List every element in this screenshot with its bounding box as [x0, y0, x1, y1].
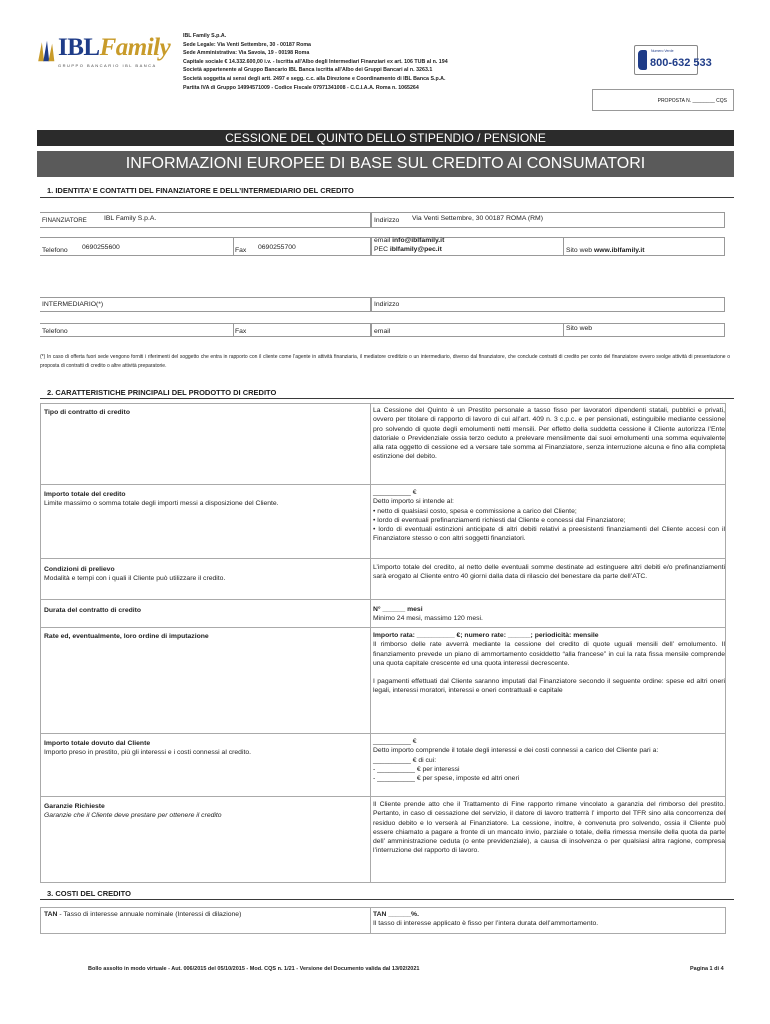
phone-number: 800-632 533: [650, 57, 712, 69]
email2-field: [371, 323, 725, 337]
pec-label: PEC: [374, 246, 388, 253]
divider: [233, 323, 234, 337]
row-text: Detto importo comprende il totale degli interessi e dei costi connessi a carico del Cliente pari a:: [373, 747, 659, 755]
finanziatore-label: FINANZIATORE: [42, 217, 87, 224]
company-line: Sede Legale: Via Venti Settembre, 30 - 00187 Roma: [183, 41, 311, 48]
row-title: Condizioni di prelievo: [44, 566, 115, 573]
sito-label: Sito web: [566, 247, 593, 254]
company-line: Capitale sociale € 14.332.600,00 i.v. - Iscritta all'Albo degli Intermediari Finanziari ex art. 106 TUB al n. 194: [183, 58, 448, 65]
tan-description: - Tasso di interesse annuale nominale (Interessi di dilazione): [57, 911, 242, 918]
list-item: __________ € di cui:: [373, 756, 437, 764]
row-text: Detto importo si intende al:: [373, 498, 454, 506]
telefono2-label: Telefono: [42, 328, 68, 335]
row-subtitle: Limite massimo o somma totale degli importi messi a disposizione del Cliente.: [44, 500, 279, 507]
row-divider: [40, 599, 726, 600]
divider: [233, 237, 234, 256]
indirizzo2-label: Indirizzo: [374, 301, 400, 308]
telefono-label: Telefono: [42, 247, 68, 254]
email-row: [374, 237, 444, 244]
column-divider: [370, 403, 371, 883]
row-title: Importo totale del credito: [44, 491, 126, 498]
row-divider: [40, 627, 726, 628]
indirizzo-value: Via Venti Settembre, 30 00187 ROMA (RM): [412, 215, 543, 222]
email-label: email: [374, 237, 391, 244]
row-subtitle: Garanzie che il Cliente deve prestare per ottenere il credito: [44, 812, 222, 819]
row-garanzie-left: [44, 802, 354, 820]
rate-blank: Importo rata: __________ €; numero rate: ______; periodicità: mensile: [373, 632, 599, 639]
indirizzo2-field: [371, 297, 725, 312]
divider: [563, 237, 564, 256]
banner-subtitle: INFORMAZIONI EUROPEE DI BASE SUL CREDITO AI CONSUMATORI: [37, 151, 734, 177]
row-title: Durata del contratto di credito: [44, 607, 142, 614]
row-rate-left: [44, 632, 354, 641]
row-tipo-left: [44, 408, 354, 417]
row-importo-right: [373, 488, 725, 544]
row-title: Rate ed, eventualmente, loro ordine di imputazione: [44, 633, 209, 640]
footer-legal: Bollo assolto in modo virtuale - Aut. 006/2015 del 05/10/2015 - Mod. CQS n. 1/21 - Versione del Documento valida dal 13/02/2021: [88, 966, 420, 972]
list-item: - __________ € per spese, imposte ed altri oneri: [373, 775, 520, 783]
telefono2-field: [40, 323, 371, 337]
row-garanzie-right: Il Cliente prende atto che il Trattamento di Fine rapporto rimane vincolato a garanzia del rimborso del prestito. Pertanto, in caso di cessazione del servizio, il datore di lavoro tratterrà l’ importo del TFR sino alla concorrenza del residuo debito e lo verserà al Finanziatore. La cessione, inoltre, è convenuta pro solvendo, ossia il Cliente può essere chiamato a pagare a fronte di un mancato invio, parziale o totale, della rimessa mensile della quota da parte dell’ amministrazione ceduta (o ente previdenziale), a causa di insolvenza o per qualsiasi altra ragione, compresa l’interruzione del rapporto di lavoro.: [373, 801, 725, 855]
list-item: • netto di qualsiasi costo, spesa e commissione a carico del Cliente;: [373, 507, 577, 515]
tan-left: [44, 910, 354, 919]
logo-wordmark: IBLFamily: [58, 34, 171, 61]
row-title: Importo totale dovuto dal Cliente: [44, 740, 151, 747]
company-line: Sede Amministrativa: Via Savoia, 19 - 00198 Roma: [183, 50, 310, 57]
row-text: Minimo 24 mesi, massimo 120 mesi.: [373, 615, 483, 623]
finanziatore-field: [40, 212, 371, 228]
fax-label: Fax: [235, 247, 247, 254]
row-totale-left: [44, 739, 354, 757]
company-line: Società appartenente al Gruppo Bancario IBL Banca iscritta all'Albo dei Gruppi Bancari al n. 3263.1: [183, 67, 433, 74]
row-prelievo-right: L’importo totale del credito, al netto delle eventuali somme destinate ad estinguere altri debiti e/o prefinanziamenti sarà erogato al Cliente entro 40 giorni dalla data di rilascio del benestare da parte dell’ATC.: [373, 564, 725, 581]
row-rate-right: [373, 631, 725, 696]
section1-title: 1. IDENTITA’ E CONTATTI DEL FINANZIATORE E DELL’INTERMEDIARIO DEL CREDITO: [47, 186, 354, 195]
section3-title: 3. COSTI DEL CREDITO: [47, 889, 131, 898]
row-durata-left: [44, 606, 354, 615]
row-divider: [40, 484, 726, 485]
row-importo-left: [44, 490, 354, 508]
sito-row: [566, 247, 645, 254]
column-divider: [370, 907, 371, 934]
pec-row: [374, 246, 442, 253]
fax-value: 0690255700: [258, 244, 296, 251]
telefono-value: 0690255600: [82, 244, 120, 251]
proposta-label: PROPOSTA N. ________ CQS: [657, 98, 727, 104]
row-divider: [40, 796, 726, 797]
section2-divider: [40, 398, 734, 399]
tan-note: Il tasso di interesse applicato è fisso per l’intera durata dell’ammortamento.: [373, 920, 599, 928]
company-info: [183, 32, 448, 92]
row-title: Tipo di contratto di credito: [44, 409, 130, 416]
email2-label: email: [374, 328, 391, 335]
phone-caption: Numero Verde: [651, 49, 674, 53]
section3-divider: [40, 899, 734, 900]
toll-free-number: [634, 45, 712, 75]
list-item: - __________ € per interessi: [373, 765, 460, 773]
phone-icon: [638, 50, 647, 70]
row-text: I pagamenti effettuati dal Cliente saranno imputati dal Finanziatore secondo il seguente ordine: spese ed altri oneri legali, interessi moratori, interessi e oneri contrattuali e capitale: [373, 678, 725, 695]
row-tipo-right: La Cessione del Quinto è un Prestito personale a tasso fisso per lavoratori dipendenti statali, pubblici e privati, ovvero per titolare di rapporto di lavoro di cui all’art. 409 n. 3 c.p.c. e per pensionati, estinguibile mediante cessione pro solvendo di quote degli emolumenti netti mensili. Per effetto della suddetta cessione il Cliente autorizza l’Ente datoriale o Previdenziale ossia terzo ceduto a prelevare mensilmente dai suoi emolumenti una somma equivalente alla rata oggetto di cessione ed a versare tale somma al Finanziatore, senza interruzione alcuna e fino alla completa estinzione del debito.: [373, 407, 725, 461]
row-title: Garanzie Richieste: [44, 803, 105, 810]
tan-label: TAN: [44, 911, 58, 918]
sito2-label: Sito web: [566, 325, 593, 332]
email-value: info@iblfamily.it: [392, 237, 445, 244]
row-divider: [40, 558, 726, 559]
row-subtitle: Importo preso in prestito, più gli interessi e i costi connessi al credito.: [44, 749, 252, 756]
fax2-label: Fax: [235, 328, 247, 335]
sito-value: www.iblfamily.it: [593, 247, 645, 254]
ibl-logo-icon: [36, 36, 58, 66]
company-line: Società soggetta ai sensi degli artt. 2497 e segg. c.c. alla Direzione e Coordinamento di IBL Banca S.p.A.: [183, 75, 446, 82]
section1-divider: [40, 197, 734, 198]
tan-blank: TAN ______%.: [373, 911, 419, 918]
row-subtitle: Modalità e tempi con i quali il Cliente può utilizzare il credito.: [44, 575, 226, 582]
indirizzo-label: Indirizzo: [374, 217, 400, 224]
amount-blank: __________ €: [373, 738, 417, 745]
page-number: Pagina 1 di 4: [690, 966, 724, 972]
section2-title: 2. CARATTERISTICHE PRINCIPALI DEL PRODOTTO DI CREDITO: [47, 388, 277, 397]
tan-right: [373, 910, 725, 929]
row-prelievo-left: [44, 565, 354, 583]
list-item: • lordo di eventuali prefinanziamenti richiesti dal Cliente e concessi dal Finanziatore;: [373, 516, 626, 524]
duration-blank: N° ______ mesi: [373, 606, 423, 613]
divider: [563, 323, 564, 337]
row-totale-right: [373, 737, 725, 783]
row-durata-right: [373, 605, 725, 624]
pec-value: iblfamily@pec.it: [389, 246, 442, 253]
footnote-intermediario: (*) In caso di offerta fuori sede vengono forniti i riferimenti del soggetto che entra in rapporto con il cliente come l’agente in attività finanziaria, il mediatore creditizio o un intermediario, diverso dal finanziatore, che conclude contratti di credito per conto del finanziatore ovvero svolge attività di presentazione o proposta di contratti di credito o altre attività preparatorie.: [40, 354, 730, 369]
finanziatore-value: IBL Family S.p.A.: [104, 215, 157, 222]
company-line: Partita IVA di Gruppo 14994571009 - Codice Fiscale 07971341008 - C.C.I.A.A. Roma n. 1065264: [183, 84, 419, 91]
proposta-box: [592, 89, 734, 111]
company-line: IBL Family S.p.A.: [183, 33, 227, 39]
logo-subtitle: GRUPPO BANCARIO IBL BANCA: [58, 63, 157, 68]
amount-blank: __________ €: [373, 489, 417, 496]
list-item: • lordo di eventuali estinzioni anticipate di altri debiti relativi a preesistenti finanziamenti del Cliente accesi con il Finanziatore stesso o con altri soggetti finanziatori.: [373, 526, 725, 543]
row-text: Il rimborso delle rate avverrà mediante la cessione del credito di quote uguali mensili dell’ emolumento. Il finanziamento prevede un piano di ammortamento cosiddetto “alla francese” in cui la rata fissa mensile comprende una quota capitale crescente ed una quota interessi decrescente.: [373, 641, 725, 667]
banner-title: CESSIONE DEL QUINTO DELLO STIPENDIO / PENSIONE: [37, 130, 734, 146]
row-divider: [40, 733, 726, 734]
intermediario-label: INTERMEDIARIO(*): [42, 301, 104, 308]
